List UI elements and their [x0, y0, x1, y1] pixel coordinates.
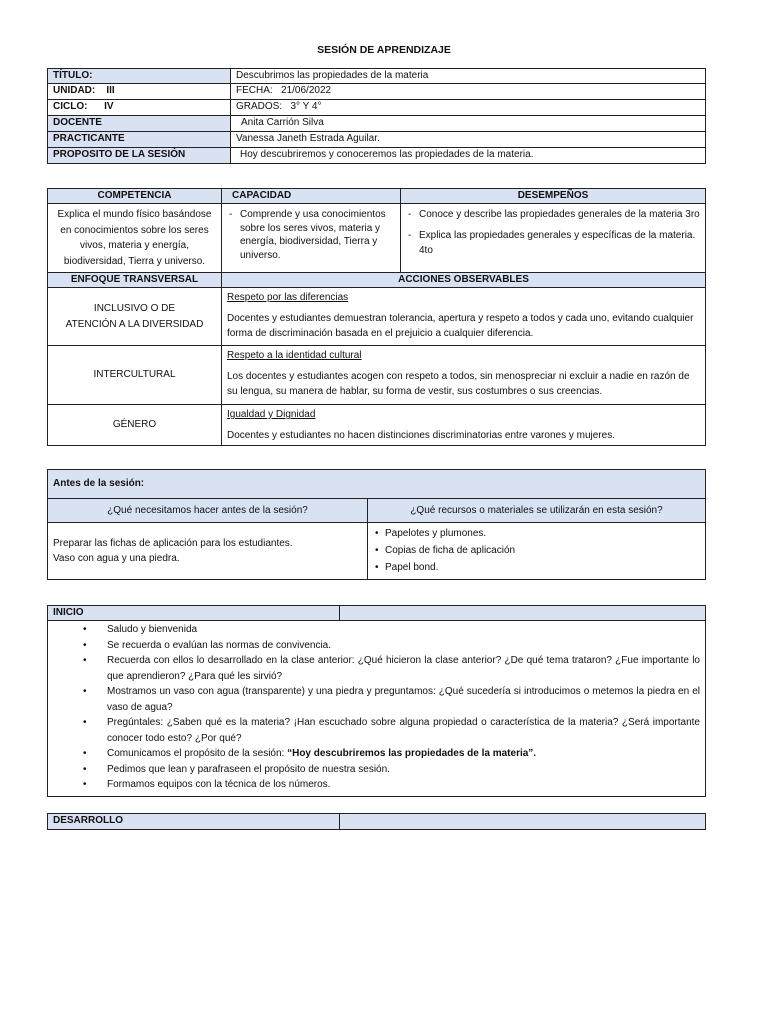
proposito-value: Hoy descubriremos y conoceremos las propiedades de la materia.: [231, 148, 706, 164]
resource-item: • Papelotes y plumones.: [373, 525, 700, 542]
antes-question-2: ¿Qué recursos o materiales se utilizarán en esta sesión?: [368, 499, 706, 523]
fecha-cell: [231, 84, 706, 100]
inicio-header-empty: [340, 606, 706, 621]
document-title: SESIÓN DE APRENDIZAJE: [317, 44, 451, 56]
acciones-genero: [222, 405, 706, 446]
resource-item: • Papel bond.: [373, 559, 700, 576]
antes-question-1: ¿Qué necesitamos hacer antes de la sesión?: [48, 499, 368, 523]
antes-action: Preparar las fichas de aplicación para los estudiantes.: [53, 537, 293, 549]
info-table: [47, 68, 706, 164]
unidad-label: UNIDAD:: [53, 85, 96, 96]
practicante-label: PRACTICANTE: [48, 132, 231, 148]
antes-table: [47, 469, 706, 580]
docente-value: Anita Carrión Silva: [231, 116, 706, 132]
competencia-header: COMPETENCIA: [48, 189, 222, 204]
inicio-item: • Formamos equipos con la técnica de los números.: [53, 777, 700, 793]
desempenos-header: DESEMPEÑOS: [401, 189, 706, 204]
desempeno-item: - Explica las propiedades generales y específicas de la materia. 4to: [406, 228, 700, 258]
capacidad-cell: [222, 204, 401, 273]
grados-value: 3° Y 4°: [290, 101, 322, 112]
inicio-body: [48, 621, 706, 797]
inicio-item-purpose: [53, 746, 700, 762]
enfoque-value-text: Los docentes y estudiantes acogen con respeto a todos, sin menospreciar ni excluir a nadie en razón de su lengua, su manera de hablar, su forma de vestir, sus costumbres o sus creencias.: [227, 370, 690, 397]
acciones-inclusivo: [222, 288, 706, 346]
enfoque-intercultural: INTERCULTURAL: [48, 346, 222, 405]
capacidad-header: CAPACIDAD: [222, 189, 401, 204]
purpose-bold: “Hoy descubriremos las propiedades de la materia”.: [287, 748, 537, 759]
ciclo-label: CICLO:: [53, 101, 88, 112]
grados-cell: [231, 100, 706, 116]
inicio-item: • Mostramos un vaso con agua (transparente) y una piedra y preguntamos: ¿Qué sucedería si introducimos o metemos la piedra en el vaso de agua?: [53, 684, 700, 715]
inicio-item: • Pedimos que lean y parafraseen el propósito de nuestra sesión.: [53, 762, 700, 778]
enfoque-value-title: Igualdad y Dignidad: [227, 409, 316, 420]
desarrollo-table: [47, 813, 706, 830]
ciclo-value: IV: [104, 101, 114, 112]
inicio-item: • Pregúntales: ¿Saben qué es la materia? ¡Han escuchado sobre alguna propiedad o característica de la materia? ¿Será importante conocer todo esto? ¿Por qué?: [53, 715, 700, 746]
enfoque-header: ENFOQUE TRANSVERSAL: [48, 273, 222, 288]
grados-label: GRADOS:: [236, 101, 283, 112]
unidad-value: III: [106, 85, 115, 96]
antes-resources: [368, 523, 706, 580]
unidad-cell: [48, 84, 231, 100]
acciones-intercultural: [222, 346, 706, 405]
enfoque-genero: GÉNERO: [48, 405, 222, 446]
resource-item: • Copias de ficha de aplicación: [373, 542, 700, 559]
competencias-table: [47, 188, 706, 446]
antes-action: Vaso con agua y una piedra.: [53, 553, 180, 564]
desarrollo-header: DESARROLLO: [48, 814, 340, 830]
capacidad-item: - Comprende y usa conocimientos sobre los seres vivos, materia y energía, biodiversidad, Tierra y universo.: [227, 208, 395, 262]
antes-header: Antes de la sesión:: [48, 470, 706, 499]
desempeno-item: - Conoce y describe las propiedades generales de la materia 3ro: [406, 207, 700, 222]
inicio-item: • Saludo y bienvenida: [53, 622, 700, 638]
enfoque-value-title: Respeto por las diferencias: [227, 292, 349, 303]
enfoque-value-text: Docentes y estudiantes no hacen distinciones discriminatorias entre varones y mujeres.: [227, 429, 615, 441]
inicio-header: INICIO: [48, 606, 340, 621]
fecha-value: 21/06/2022: [281, 85, 332, 96]
inicio-table: [47, 605, 706, 797]
enfoque-value-text: Docentes y estudiantes demuestran tolerancia, apertura y respeto a todos y cada uno, evitando cualquier forma de discriminación basada en el prejuicio a cualquier diferencia.: [227, 312, 694, 339]
inicio-item: • Recuerda con ellos lo desarrollado en la clase anterior: ¿Qué hicieron la clase anterior? ¿De qué tema trataron? ¿Fue importante lo que aprendieron? ¿Para qué les sirvió?: [53, 653, 700, 684]
desempenos-cell: [401, 204, 706, 273]
proposito-label: PROPOSITO DE LA SESIÓN: [48, 148, 231, 164]
competencia-text: Explica el mundo físico basándose en conocimientos sobre los seres vivos, materia y energía, biodiversidad, Tierra y universo.: [48, 204, 222, 273]
titulo-value: Descubrimos las propiedades de la materia: [231, 69, 706, 84]
practicante-value: Vanessa Janeth Estrada Aguilar.: [231, 132, 706, 148]
acciones-header: ACCIONES OBSERVABLES: [222, 273, 706, 288]
ciclo-cell: [48, 100, 231, 116]
docente-label: DOCENTE: [48, 116, 231, 132]
antes-actions: [48, 523, 368, 580]
enfoque-inclusivo: [48, 288, 222, 346]
purpose-prefix: Comunicamos el propósito de la sesión:: [107, 748, 288, 759]
titulo-label: TÍTULO:: [48, 69, 231, 84]
desarrollo-header-empty: [340, 814, 706, 830]
enfoque-name-line2: ATENCIÓN A LA DIVERSIDAD: [65, 318, 204, 330]
enfoque-value-title: Respeto a la identidad cultural: [227, 350, 362, 361]
enfoque-name-line1: INCLUSIVO O DE: [93, 302, 176, 314]
inicio-item: • Se recuerda o evalúan las normas de convivencia.: [53, 638, 700, 654]
fecha-label: FECHA:: [236, 85, 273, 96]
